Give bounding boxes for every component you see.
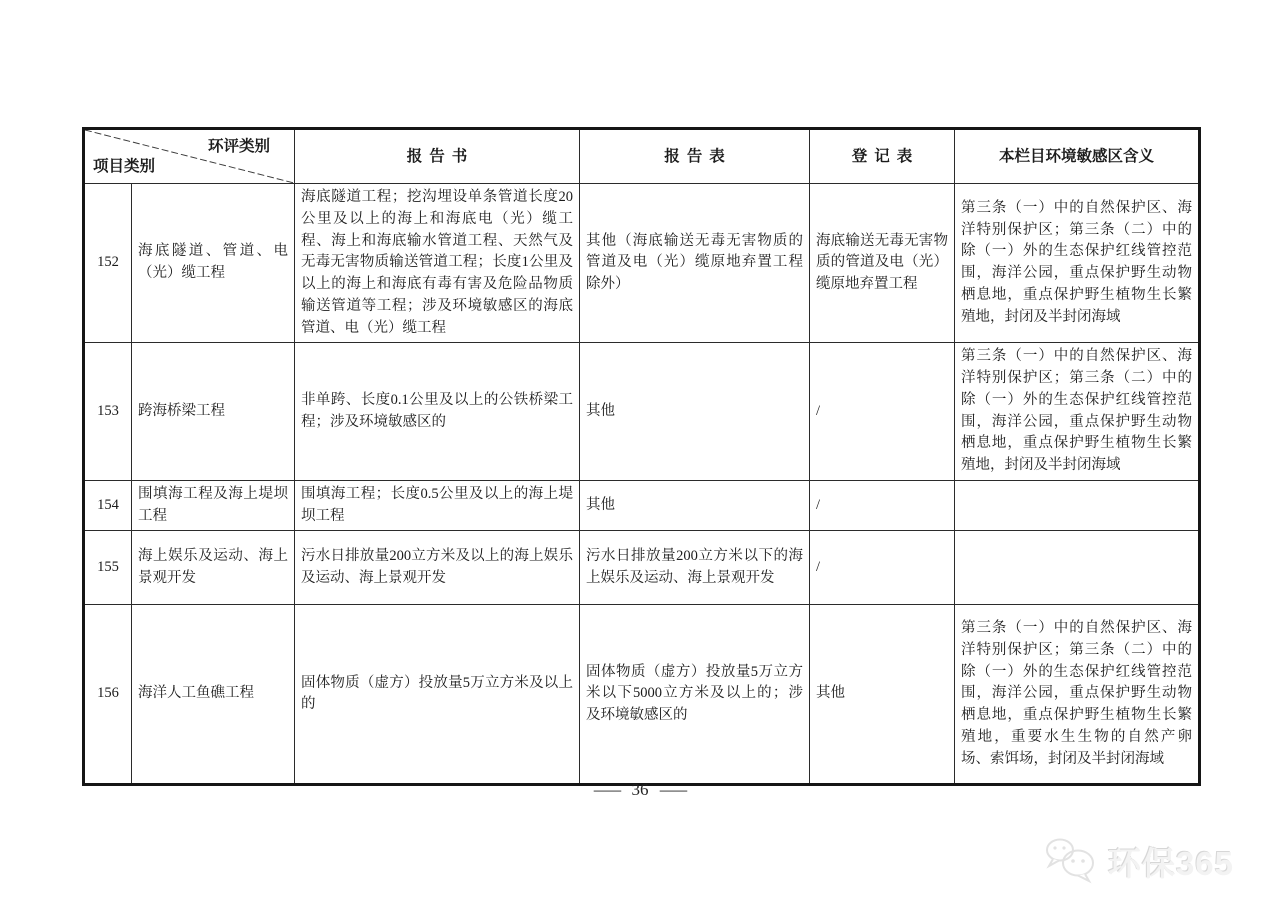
row-registration-form: / — [810, 531, 955, 605]
row-sensitive-meaning: 第三条（一）中的自然保护区、海洋特别保护区；第三条（二）中的除（一）外的生态保护红线管控范围，海洋公园，重点保护野生动物栖息地，重点保护野生植物生长繁殖地，重要水生生物的自然产卵场、索饵场，封闭及半封闭海域 — [955, 605, 1200, 785]
page-number-dash-right: — — [659, 780, 687, 799]
category-table — [82, 127, 1201, 786]
row-report-book: 固体物质（虚方）投放量5万立方米及以上的 — [295, 605, 580, 785]
table-row — [84, 184, 1200, 343]
row-serial: 152 — [84, 184, 132, 343]
row-report-form: 其他 — [580, 343, 810, 481]
row-category: 海上娱乐及运动、海上景观开发 — [132, 531, 295, 605]
row-report-form: 固体物质（虚方）投放量5万立方米以下5000立方米及以上的；涉及环境敏感区的 — [580, 605, 810, 785]
corner-label-eia-category: 环评类别 — [207, 138, 270, 155]
row-sensitive-meaning: 第三条（一）中的自然保护区、海洋特别保护区；第三条（二）中的除（一）外的生态保护红线管控范围，海洋公园，重点保护野生动物栖息地，重点保护野生植物生长繁殖地，封闭及半封闭海域 — [955, 343, 1200, 481]
table-row — [84, 480, 1200, 531]
row-report-book: 围填海工程；长度0.5公里及以上的海上堤坝工程 — [295, 480, 580, 531]
row-serial: 153 — [84, 343, 132, 481]
page-number — [0, 780, 1280, 800]
table-row — [84, 343, 1200, 481]
row-category: 海洋人工鱼礁工程 — [132, 605, 295, 785]
row-report-form: 污水日排放量200立方米以下的海上娱乐及运动、海上景观开发 — [580, 531, 810, 605]
row-sensitive-meaning — [955, 480, 1200, 531]
column-header-registration-form: 登记表 — [810, 129, 955, 184]
diagonal-corner-cell — [84, 129, 295, 184]
row-report-book: 污水日排放量200立方米及以上的海上娱乐及运动、海上景观开发 — [295, 531, 580, 605]
row-registration-form: / — [810, 343, 955, 481]
column-header-sensitive-meaning: 本栏目环境敏感区含义 — [955, 129, 1200, 184]
row-registration-form: / — [810, 480, 955, 531]
column-header-report-form: 报告表 — [580, 129, 810, 184]
row-report-book: 非单跨、长度0.1公里及以上的公铁桥梁工程；涉及环境敏感区的 — [295, 343, 580, 481]
watermark — [1044, 837, 1234, 885]
row-serial: 155 — [84, 531, 132, 605]
row-category: 海底隧道、管道、电（光）缆工程 — [132, 184, 295, 343]
row-registration-form: 海底输送无毒无害物质的管道及电（光）缆原地弃置工程 — [810, 184, 955, 343]
row-report-form: 其他（海底输送无毒无害物质的管道及电（光）缆原地弃置工程除外） — [580, 184, 810, 343]
table-row — [84, 605, 1200, 785]
table-row — [84, 531, 1200, 605]
table-header-row — [84, 129, 1200, 184]
row-sensitive-meaning: 第三条（一）中的自然保护区、海洋特别保护区；第三条（二）中的除（一）外的生态保护红线管控范围，海洋公园，重点保护野生动物栖息地，重点保护野生植物生长繁殖地，封闭及半封闭海域 — [955, 184, 1200, 343]
row-serial: 156 — [84, 605, 132, 785]
row-sensitive-meaning — [955, 531, 1200, 605]
row-report-book: 海底隧道工程；挖沟埋设单条管道长度20公里及以上的海上和海底电（光）缆工程、海上和海底输水管道工程、天然气及无毒无害物质输送管道工程；长度1公里及以上的海上和海底有毒有害及危险品物质输送管道等工程；涉及环境敏感区的海底管道、电（光）缆工程 — [295, 184, 580, 343]
watermark-text: 环保365 — [1107, 844, 1234, 882]
row-registration-form: 其他 — [810, 605, 955, 785]
wechat-bubbles-icon — [1044, 837, 1100, 885]
page-number-dash-left: — — [593, 780, 621, 799]
row-category: 跨海桥梁工程 — [132, 343, 295, 481]
page-number-value: 36 — [631, 780, 649, 799]
row-serial: 154 — [84, 480, 132, 531]
corner-label-project-category: 项目类别 — [93, 157, 156, 175]
row-category: 围填海工程及海上堤坝工程 — [132, 480, 295, 531]
column-header-report-book: 报告书 — [295, 129, 580, 184]
row-report-form: 其他 — [580, 480, 810, 531]
